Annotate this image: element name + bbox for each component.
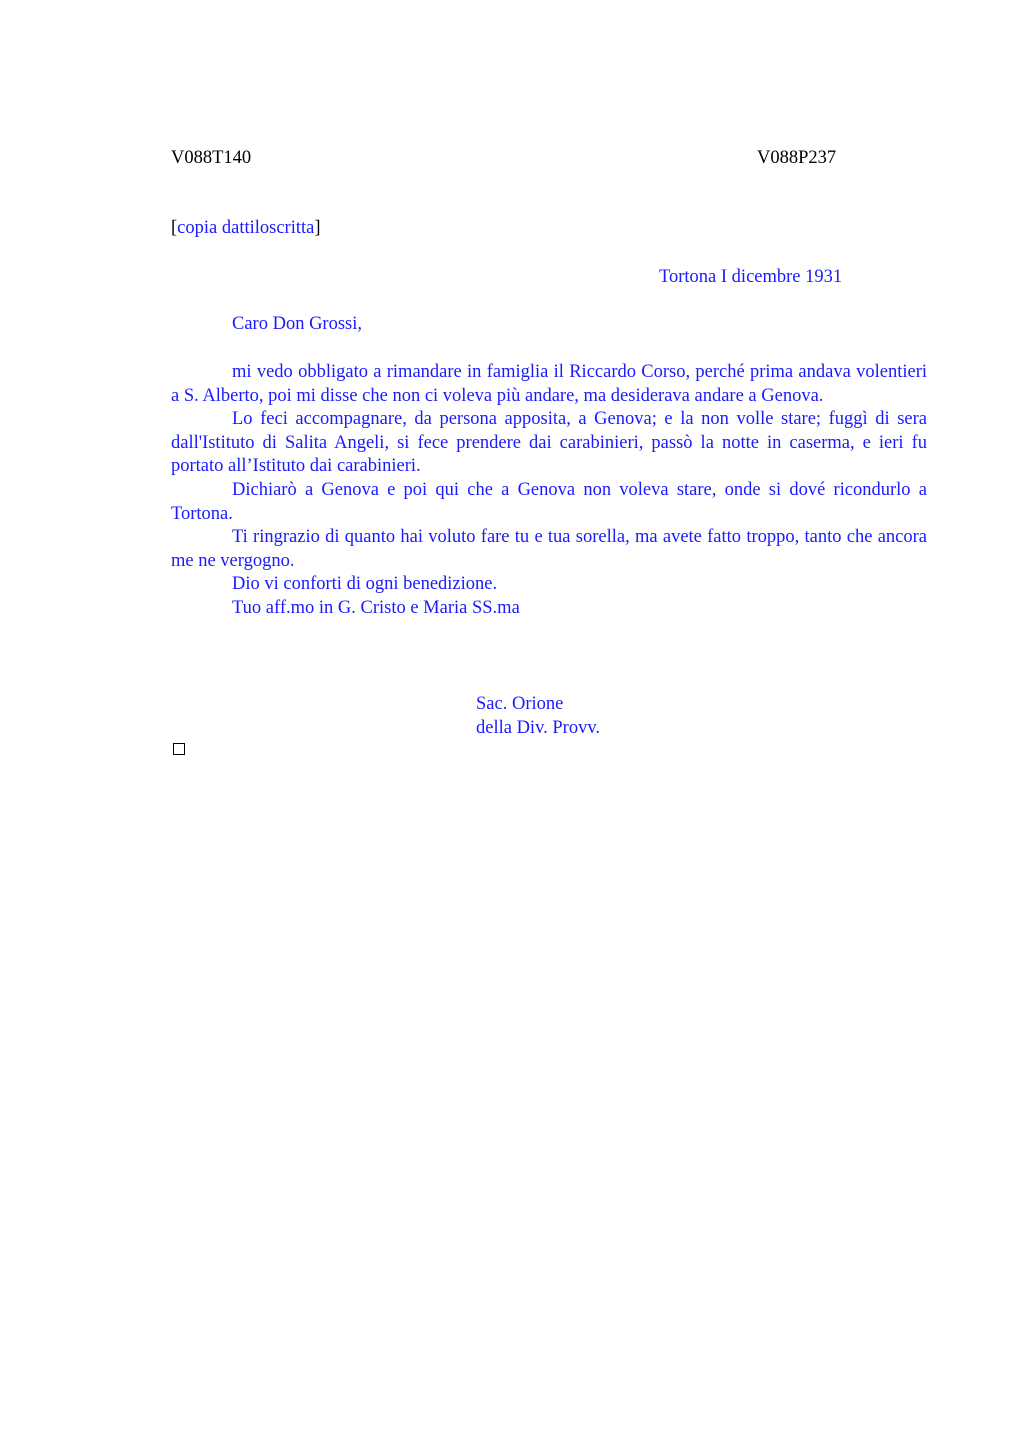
letter-salutation: Caro Don Grossi, — [232, 314, 363, 334]
note-text: copia dattiloscritta — [177, 218, 315, 238]
note-open-bracket: [ — [171, 218, 178, 238]
transcription-note — [171, 217, 321, 241]
letter-paragraph: Dichiarò a Genova e poi qui che a Genova non voleva stare, onde si dové ricondurlo a Tortona. — [171, 479, 927, 524]
square-outline-icon — [173, 743, 185, 755]
signature-title: della Div. Provv. — [476, 717, 600, 738]
letter-paragraph: Ti ringrazio di quanto hai voluto fare tu e tua sorella, ma avete fatto troppo, tanto che ancora me ne vergogno. — [171, 527, 927, 571]
letter-paragraph: mi vedo obbligato a rimandare in famiglia il Riccardo Corso, perché prima andava volentieri a S. Alberto, poi mi disse che non ci voleva più andare, ma desiderava andare a Genova. — [171, 362, 927, 406]
document-code-left: V088T140 — [171, 148, 252, 168]
document-code-right: V088P237 — [757, 148, 837, 168]
signature-name: Sac. Orione — [476, 694, 564, 714]
note-close-bracket: ] — [314, 218, 321, 238]
letter-signature — [476, 693, 600, 740]
letter-paragraph: Tuo aff.mo in G. Cristo e Maria SS.ma — [232, 597, 520, 618]
letter-paragraph: Dio vi conforti di ogni benedizione. — [232, 574, 498, 595]
letter-paragraph: Lo feci accompagnare, da persona apposita, a Genova; e la non volle stare; fuggì di sera dall'Istituto di Salita Angeli, si fece prendere dai carabinieri, passò la notte in caserma, e ieri fu portato all’Istituto dai carabinieri. — [171, 409, 927, 477]
letter-dateline: Tortona I dicembre 1931 — [659, 267, 843, 287]
letter-body — [171, 361, 927, 621]
